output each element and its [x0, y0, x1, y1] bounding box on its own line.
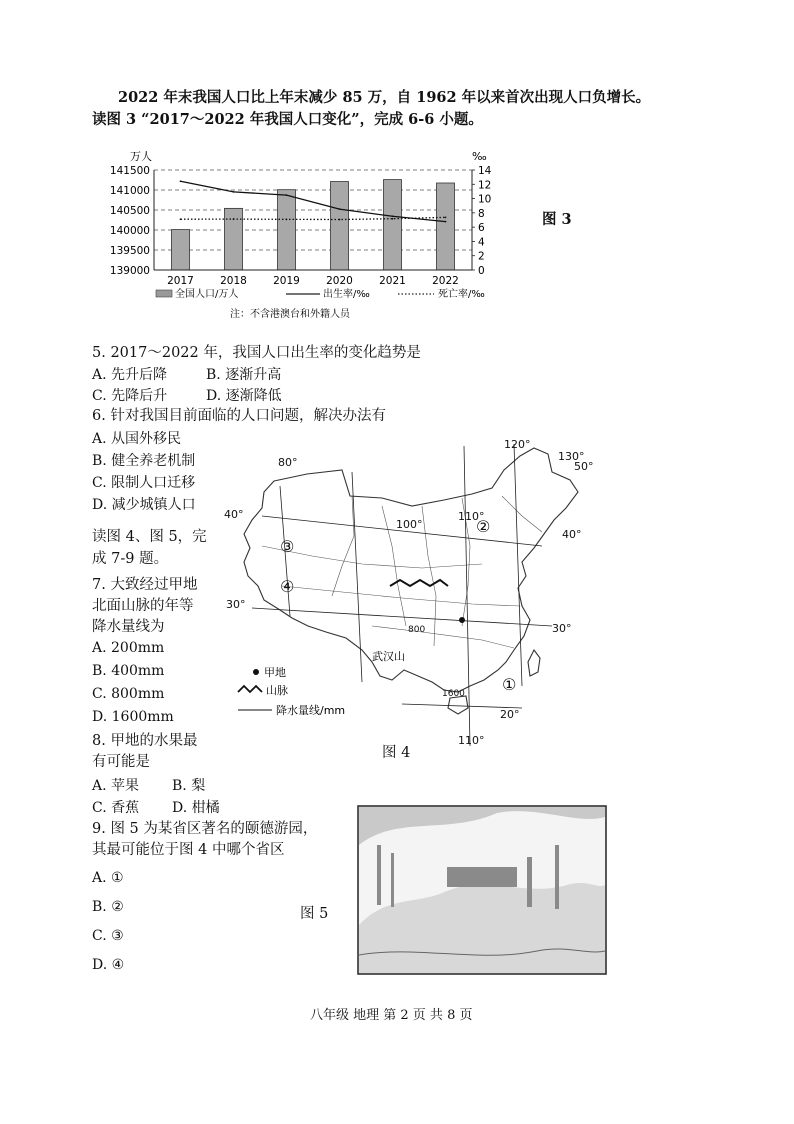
death-rate-line-point	[339, 219, 341, 221]
death-rate-line-point	[180, 218, 182, 220]
city-label: 武汉山	[372, 650, 405, 663]
x-tick-label: 2021	[379, 275, 406, 287]
mountain-qinling	[390, 580, 448, 586]
right-tick-label: 14	[478, 165, 492, 177]
q6-option-b: B. 健全养老机制	[92, 453, 196, 469]
right-tick-label: 12	[478, 179, 492, 192]
q8-stem-line-2: 有可能是	[92, 754, 150, 770]
legend-birth: 出生率/‰	[323, 289, 370, 300]
birth-rate-line-point	[339, 208, 341, 210]
population-chart	[100, 148, 530, 326]
q8-option-b: B. 梨	[172, 778, 206, 794]
region-mark-2: ②	[476, 517, 491, 536]
axis-ticks	[110, 165, 492, 287]
region-mark-4: ④	[280, 577, 295, 596]
q7-stem-line-2: 北面山脉的年等	[92, 598, 194, 614]
read-fig-line-1: 读图 4、图 5，完	[92, 529, 207, 545]
q6-option-d: D. 减少城镇人口	[92, 497, 196, 513]
x-tick-label: 2017	[167, 275, 194, 287]
region-mark-1: ①	[502, 675, 517, 694]
birth-rate-line-point	[392, 215, 394, 217]
right-tick-label: 6	[478, 222, 485, 235]
q7-stem-line-3: 降水量线为	[92, 619, 165, 635]
population-bars	[171, 180, 454, 270]
death-rate-line-point	[233, 218, 235, 220]
chart-note: 注：不含港澳台和外籍人员	[230, 309, 350, 320]
site-jia-marker	[459, 617, 465, 623]
legend-bar-swatch	[156, 290, 172, 297]
birth-rate-line-point	[180, 180, 182, 182]
q6-option-a: A. 从国外移民	[92, 431, 182, 447]
figure-3-label: 图 3	[542, 211, 572, 228]
birth-rate-line-point	[233, 191, 235, 193]
population-bar	[383, 180, 401, 270]
left-tick-label: 141500	[109, 165, 150, 177]
q7-option-a: A. 200mm	[92, 640, 165, 656]
left-tick-label: 140500	[109, 205, 150, 217]
q9-option-b: B. ②	[92, 899, 124, 915]
q6-stem: 6. 针对我国目前面临的人口问题，解决办法有	[92, 408, 386, 424]
x-tick-label: 2019	[273, 275, 300, 287]
right-tick-label: 2	[478, 250, 485, 263]
lat-label-20: 20°	[500, 708, 520, 721]
left-tick-label: 141000	[109, 185, 150, 197]
q5-option-d: D. 逐渐降低	[206, 388, 282, 404]
q5-stem: 5. 2017～2022 年，我国人口出生率的变化趋势是	[92, 345, 421, 361]
right-tick-label: 8	[478, 207, 485, 220]
q8-option-d: D. 柑橘	[172, 800, 220, 816]
death-rate-line-point	[445, 216, 447, 218]
legend-site-marker	[253, 669, 259, 675]
lat-label-40-right: 40°	[562, 528, 582, 541]
left-axis-unit: 万人	[130, 150, 152, 163]
q9-option-a: A. ①	[92, 870, 124, 886]
x-tick-label: 2022	[432, 275, 459, 287]
death-rate-line-point	[392, 218, 394, 220]
intro-line-2: 读图 3 “2017～2022 年我国人口变化”，完成 6-6 小题。	[92, 111, 483, 128]
region-mark-3: ③	[280, 537, 295, 556]
x-tick-label: 2018	[220, 275, 247, 287]
q7-option-d: D. 1600mm	[92, 709, 174, 725]
left-tick-label: 140000	[109, 225, 150, 237]
rate-lines	[180, 180, 447, 222]
china-outline	[244, 448, 578, 692]
q9-option-c: C. ③	[92, 928, 124, 944]
figure-5-label: 图 5	[300, 906, 329, 922]
legend-mountain: 山脉	[266, 684, 288, 697]
x-tick-label: 2020	[326, 275, 353, 287]
q8-option-a: A. 苹果	[92, 778, 140, 794]
isohyet-label-1600: 1600	[442, 689, 465, 699]
q9-stem-line-1: 9. 图 5 为某省区著名的颐德游园，	[92, 821, 318, 837]
lon-label-110: 110°	[458, 510, 485, 523]
right-tick-label: 10	[478, 193, 492, 206]
right-tick-label: 4	[478, 236, 485, 249]
figure-5-photo	[357, 805, 607, 975]
birth-rate-line-point	[445, 221, 447, 223]
q7-option-c: C. 800mm	[92, 686, 165, 702]
lat-label-40: 40°	[224, 508, 244, 521]
chart-grid	[154, 170, 472, 250]
q9-stem-line-2: 其最可能位于图 4 中哪个省区	[92, 842, 285, 858]
q5-option-b: B. 逐渐升高	[206, 367, 282, 383]
death-rate-line-point	[286, 218, 288, 220]
china-map	[222, 436, 642, 752]
legend-site: 甲地	[264, 666, 286, 679]
read-fig-line-2: 成 7-9 题。	[92, 551, 169, 567]
legend-death: 死亡率/‰	[438, 289, 485, 300]
q5-option-a: A. 先升后降	[92, 367, 168, 383]
lon-label-130: 130°	[558, 450, 585, 463]
q6-option-c: C. 限制人口迁移	[92, 475, 196, 491]
isohyet-label-800: 800	[408, 625, 426, 635]
figure-4-label: 图 4	[382, 745, 411, 761]
legend-isohyet: 降水量线/mm	[276, 704, 346, 717]
intro-line-1: 2022 年末我国人口比上年末减少 85 万，自 1962 年以来首次出现人口负增长。	[118, 89, 651, 106]
q9-option-d: D. ④	[92, 957, 125, 973]
legend-population: 全国人口/万人	[175, 289, 239, 300]
population-bar	[330, 182, 348, 270]
birth-rate-line-point	[286, 194, 288, 196]
population-bar	[277, 190, 295, 270]
legend-mountain-symbol	[238, 686, 262, 692]
right-axis-unit: ‰	[472, 150, 487, 163]
taiwan-outline	[528, 650, 540, 676]
q5-option-c: C. 先降后升	[92, 388, 168, 404]
lat-label-50: 50°	[574, 460, 594, 473]
q7-option-b: B. 400mm	[92, 663, 165, 679]
q8-option-c: C. 香蕉	[92, 800, 140, 816]
population-bar	[224, 208, 242, 270]
lat-label-30-right: 30°	[552, 622, 572, 635]
q7-stem-line-1: 7. 大致经过甲地	[92, 577, 198, 593]
lon-label-80: 80°	[278, 456, 298, 469]
birth-rate-line	[181, 181, 446, 221]
left-tick-label: 139000	[109, 265, 150, 277]
right-tick-label: 0	[478, 265, 485, 277]
lat-label-30: 30°	[226, 598, 246, 611]
lon-label-120: 120°	[504, 438, 531, 451]
lon-label-100: 100°	[396, 518, 423, 531]
page-footer: 八年级 地理 第 2 页 共 8 页	[310, 1008, 473, 1023]
population-bar	[171, 230, 189, 270]
q8-stem-line-1: 8. 甲地的水果最	[92, 733, 198, 749]
lon-label-110-bottom: 110°	[458, 734, 485, 747]
population-bar	[436, 183, 454, 270]
left-tick-label: 139500	[109, 245, 150, 257]
